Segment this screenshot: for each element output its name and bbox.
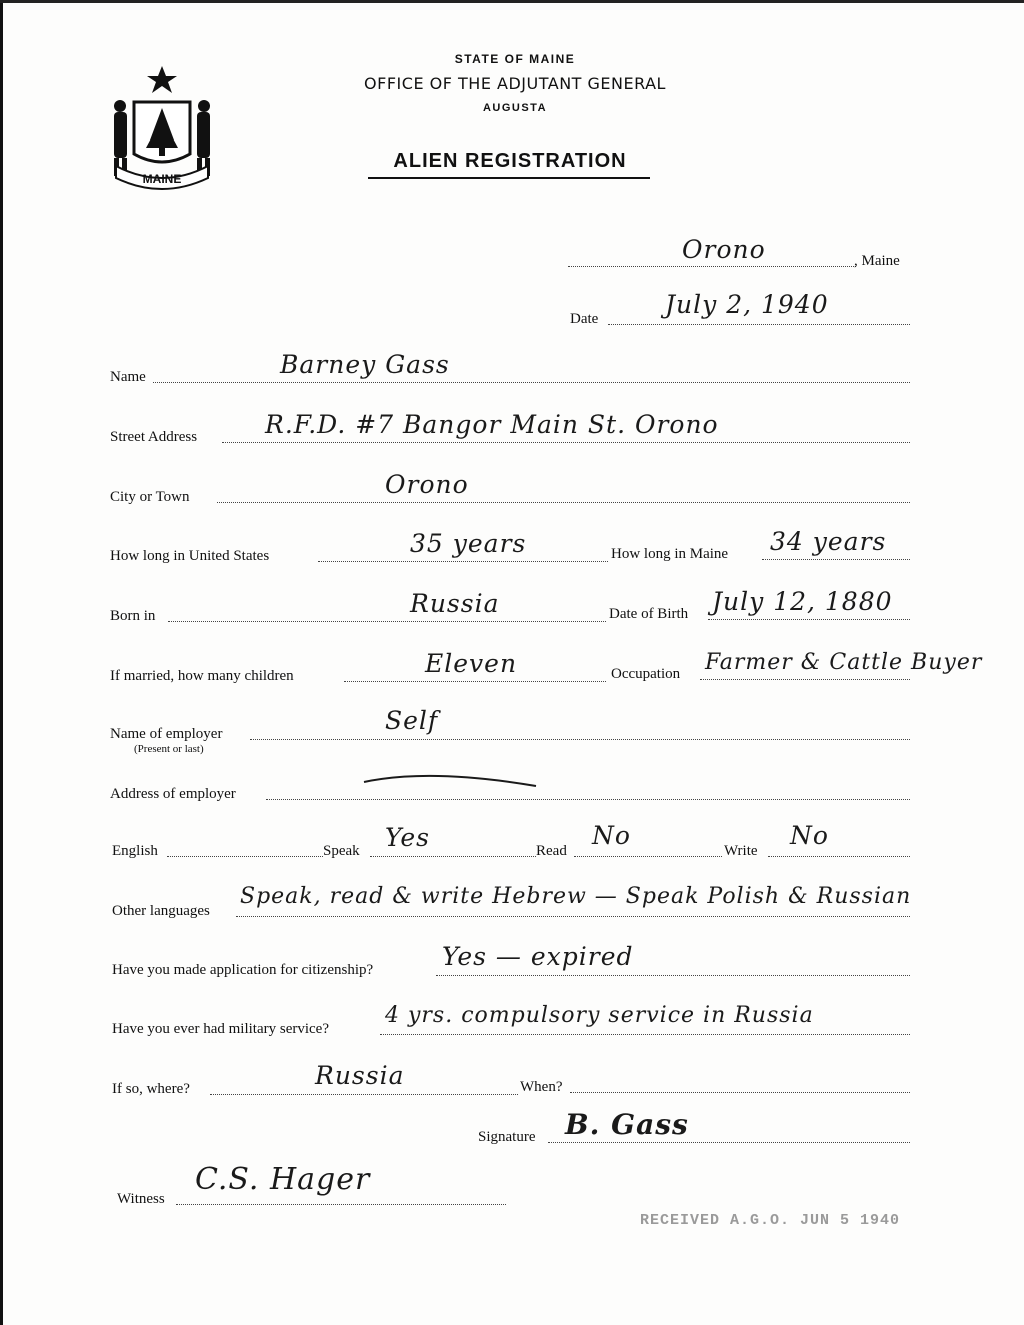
date-value: July 2, 1940 (665, 290, 829, 319)
occupation-label: Occupation (611, 666, 681, 682)
scan-border-left (0, 0, 3, 1325)
place-value: Orono (682, 235, 766, 264)
where-line (210, 1094, 518, 1095)
children-value: Eleven (425, 649, 518, 678)
employer-value: Self (385, 706, 439, 735)
employer-address-dash (360, 764, 540, 794)
street-label: Street Address (110, 429, 198, 445)
military-label: Have you ever had military service? (112, 1021, 329, 1037)
write-line (768, 856, 910, 857)
citizenship-line (436, 975, 910, 976)
read-value: No (592, 821, 631, 850)
when-line (570, 1092, 910, 1093)
employer-address-line (266, 799, 910, 800)
dob-line (708, 619, 910, 620)
employer-line (250, 739, 910, 740)
employer-label: Name of employer (110, 726, 223, 742)
where-label: If so, where? (112, 1081, 190, 1097)
born-in-value: Russia (410, 589, 500, 618)
read-label: Read (536, 843, 567, 859)
signature-value: B. Gass (565, 1108, 689, 1141)
form-title: ALIEN REGISTRATION (393, 150, 627, 172)
date-label: Date (570, 311, 599, 327)
years-us-label: How long in United States (110, 548, 270, 564)
other-languages-label: Other languages (112, 903, 210, 919)
street-line (222, 442, 910, 443)
english-line (167, 856, 323, 857)
date-line (608, 324, 910, 325)
witness-value: C.S. Hager (195, 1162, 371, 1197)
speak-label: Speak (323, 843, 360, 859)
other-languages-value: Speak, read & write Hebrew — Speak Polish & Russian (240, 884, 912, 909)
write-label: Write (724, 843, 758, 859)
citizenship-value: Yes — expired (442, 942, 634, 971)
years-maine-line (762, 559, 910, 560)
seal-banner-text: MAINE (142, 172, 182, 186)
employer-address-label: Address of employer (110, 786, 236, 802)
place-line (568, 266, 856, 267)
write-value: No (790, 821, 829, 850)
speak-value: Yes (385, 823, 430, 852)
children-label: If married, how many children (110, 668, 294, 684)
years-us-value: 35 years (410, 529, 527, 558)
city-label: City or Town (110, 489, 190, 505)
name-label: Name (110, 369, 146, 385)
children-line (344, 681, 606, 682)
scan-border-top (0, 0, 1024, 3)
years-maine-label: How long in Maine (611, 546, 729, 562)
office-heading: OFFICE OF THE ADJUTANT GENERAL (364, 74, 666, 93)
born-in-label: Born in (110, 608, 156, 624)
occupation-value: Farmer & Cattle Buyer (705, 650, 983, 675)
title-underline (368, 177, 650, 179)
speak-line (370, 856, 536, 857)
where-value: Russia (315, 1061, 405, 1090)
city-heading: AUGUSTA (482, 102, 548, 114)
military-value: 4 yrs. compulsory service in Russia (385, 1003, 814, 1028)
signature-line (548, 1142, 910, 1143)
city-line (217, 502, 910, 503)
born-in-line (168, 621, 606, 622)
english-label: English (112, 843, 158, 859)
witness-label: Witness (117, 1191, 165, 1207)
years-us-line (318, 561, 608, 562)
witness-line (176, 1204, 506, 1205)
read-line (574, 856, 722, 857)
other-languages-line (236, 916, 910, 917)
received-stamp: RECEIVED A.G.O. JUN 5 1940 (640, 1212, 901, 1229)
name-line (153, 382, 910, 383)
dob-value: July 12, 1880 (712, 587, 893, 616)
when-label: When? (520, 1079, 563, 1095)
place-suffix: , Maine (854, 253, 900, 269)
occupation-line (700, 679, 910, 680)
state-heading: STATE OF MAINE (454, 52, 576, 66)
years-maine-value: 34 years (770, 527, 887, 556)
street-value: R.F.D. #7 Bangor Main St. Orono (265, 410, 719, 439)
employer-sublabel: (Present or last) (134, 743, 204, 755)
military-line (380, 1034, 910, 1035)
signature-label: Signature (478, 1129, 536, 1145)
citizenship-label: Have you made application for citizenship? (112, 962, 374, 978)
name-value: Barney Gass (280, 350, 450, 379)
dob-label: Date of Birth (609, 606, 689, 622)
maine-state-seal (106, 62, 218, 192)
city-value: Orono (385, 470, 469, 499)
